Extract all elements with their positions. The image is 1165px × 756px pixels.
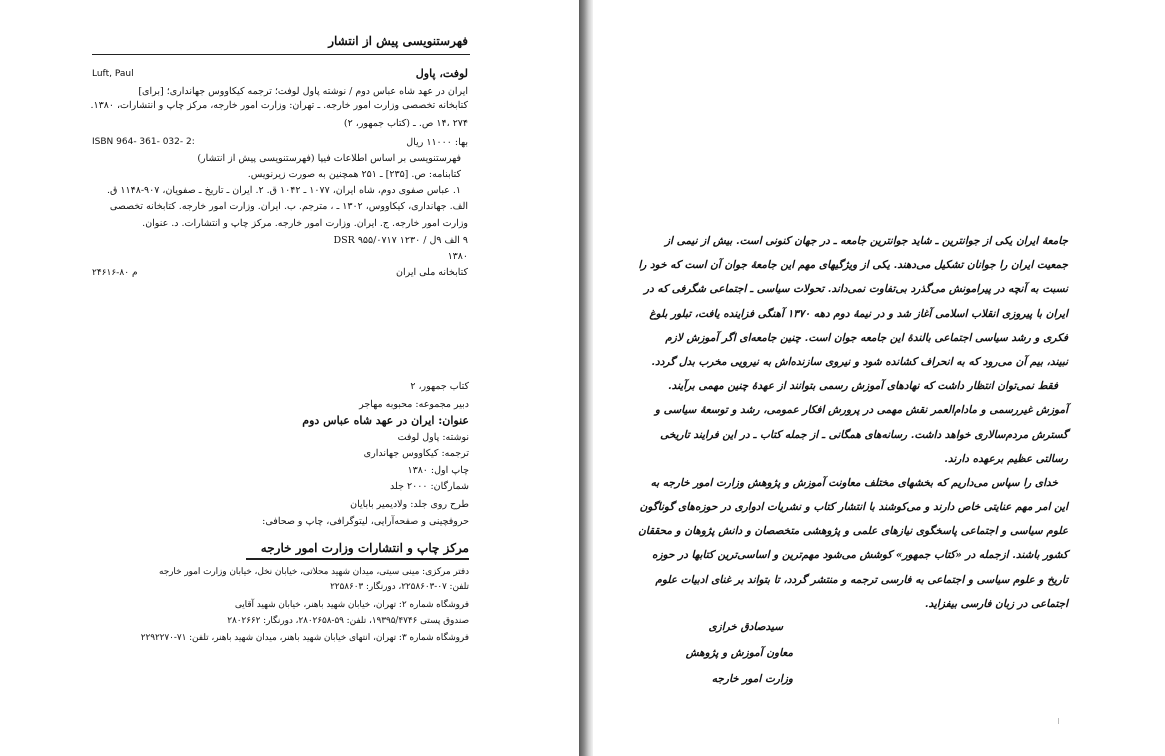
address-line: فروشگاه شماره ۲: تهران، خیابان شهید باهنر، خیابان شهید آقایی	[234, 600, 469, 610]
series-name: کتاب جمهور، ۲	[410, 381, 469, 392]
foreword-line: اجتماعی در زبان فارسی بیفزاید.	[924, 597, 1068, 610]
cip-line: کتابنامه: ص. [۲۳۵] ـ ۲۵۱ همچنین به صورت زیرنویس.	[247, 169, 461, 180]
cip-line: ۱. عباس صفوی دوم، شاه ایران، ۱۰۷۷ ـ ۱۰۴۲ ق. ۲. ایران ـ تاریخ ـ صفویان، ۹۰۷-۱۱۴۸ ق.	[106, 185, 461, 196]
address-line: فروشگاه شماره ۳: تهران، انتهای خیابان شهید باهنر، میدان شهید باهنر، تلفن: ۷۱-۲۲۹۲۲۷۰	[140, 633, 469, 643]
right-page	[593, 0, 1165, 756]
foreword-line: علوم سیاسی و اجتماعی پاسخگوی نیازهای علمی و پژوهشی متخصصان و دانش پژوهان و محققان	[638, 525, 1068, 538]
book-translator: ترجمه: کیکاووس جهانداری	[363, 448, 469, 459]
isbn: ISBN 964- 361- 032- 2:	[92, 137, 195, 147]
foreword-line: گسترش مردم‌سالاری خواهد داشت. رسانه‌های همگانی ـ از جمله کتاب ـ در این فرایند تاریخی	[660, 428, 1068, 441]
publisher-name: مرکز چاپ و انتشارات وزارت امور خارجه	[260, 541, 469, 555]
signatory-name: سیدصادق خرازی	[708, 621, 783, 633]
book-gutter	[579, 0, 593, 756]
cip-author: لوفت، پاول	[415, 67, 468, 80]
foreword-line: این امر مهم عنایتی خاص دارند و می‌کوشند با انتشار کتاب و نشریات ادواری در حوزه‌های گوناگون	[639, 501, 1068, 514]
foreword-text	[638, 229, 1068, 616]
cip-title-rule	[92, 54, 470, 55]
foreword-line: خدای را سپاس می‌داریم که بخشهای مختلف معاونت آموزش و پژوهش وزارت امور خارجه به	[650, 476, 1058, 489]
cip-line: ۲۷۴ ،۱۴ ص. ـ (کتاب جمهور، ۲)	[343, 118, 468, 129]
series-editor: دبیر مجموعه: محبوبه مهاجر	[359, 399, 469, 410]
cip-line: الف. جهانداری، کیکاووس، ۱۳۰۲ ـ ، مترجم. ب. ایران. وزارت امور خارجه. کتابخانه تخصصی	[109, 201, 468, 212]
address-line: صندوق پستی ۱۹۳۹۵/۴۷۴۶، تلفن: ۵۹-۲۸۰۲۶۵۸، دورنگار: ۲۸۰۲۶۶۲	[227, 616, 469, 626]
book-title: عنوان: ایران در عهد شاه عباس دوم	[302, 414, 469, 427]
foreword-line: نسبت به آنچه در پیرامونش می‌گذرد بی‌تفاوت نمی‌داند. تحولات سیاسی ـ اجتماعی شگرفی که در	[644, 283, 1068, 296]
cover-design: طرح روی جلد: ولادیمیر بابایان	[350, 499, 469, 510]
foreword-line: نبیند، بیم آن می‌رود که به انحراف کشانده شود و نیروی سازنده‌اش به نیرویی مخرب بدل گردد.	[651, 355, 1068, 368]
foreword-line: آموزش غیررسمی و مادام‌العمر نقش مهمی در پرورش افکار عمومی، رشد و توسعهٔ سیاسی و	[654, 404, 1068, 417]
typesetting-credit: حروفچینی و صفحه‌آرایی، لیتوگرافی، چاپ و صحافی:	[262, 516, 469, 527]
foreword-line: رسالتی عظیم برعهده دارند.	[944, 452, 1068, 465]
address-line: دفتر مرکزی: مینی سیتی، میدان شهید محلاتی، خیابان نخل، خیابان وزارت امور خارجه	[159, 567, 469, 577]
signatory-organization: وزارت امور خارجه	[711, 673, 793, 685]
foreword-line: جمعیت ایران را جوانان تشکیل می‌دهند. یکی از ویژگیهای مهم این جامعهٔ جوان آن است که خود را	[638, 259, 1068, 272]
author-latin: Luft, Paul	[92, 69, 134, 79]
foreword-line: فکری و رشد سیاسی اجتماعی بالندهٔ این جامعه جوان است. چنین جامعه‌ای اگر آموزش لازم	[665, 331, 1068, 344]
classification: ۹ الف ۹ل / ۱۲۳۰ DSR ۹۵۵/۰۷۱۷	[333, 235, 468, 246]
foreword-line: تاریخ و علوم سیاسی و اجتماعی به فارسی ترجمه و منتشر گردد، تا بتواند بر غنای ادبیات علوم	[655, 573, 1068, 586]
cip-line: وزارت امور خارجه. ج. ایران. وزارت امور خارجه. مرکز چاپ و انتشارات. د. عنوان.	[142, 218, 468, 229]
cip-line: ۱۳۸۰	[447, 251, 468, 262]
foreword-line: کشور باشند. ازجمله در «کتاب جمهور» کوشش می‌شود مهم‌ترین و اساسی‌ترین کتابها در حوزه	[651, 549, 1068, 562]
cip-line: فهرستنویسی بر اساس اطلاعات فیپا (فهرستنویسی پیش از انتشار)	[197, 153, 461, 164]
foreword-line: فقط نمی‌توان انتظار داشت که نهادهای آموزش رسمی بتوانند از عهدهٔ چنین مهمی برآیند.	[667, 380, 1058, 393]
foreword-line: ایران با پیروزی انقلاب اسلامی آغاز شد و در نیمهٔ دوم دهه ۱۳۷۰ آهنگی فزاینده یافت، تبلور بلوغ	[649, 307, 1068, 320]
book-author: نوشته: پاول لوفت	[397, 432, 469, 443]
publisher-rule	[246, 558, 469, 560]
cip-line: بها: ۱۱۰۰۰ ریال	[406, 137, 468, 148]
signature-block	[683, 614, 793, 692]
cip-line: ایران در عهد شاه عباس دوم / نوشته پاول لوفت؛ ترجمه کیکاووس جهانداری؛ [برای]	[138, 86, 468, 97]
signatory-title: معاون آموزش و پژوهش	[685, 647, 793, 659]
left-page	[0, 0, 579, 756]
cip-line: کتابخانه تخصصی وزارت امور خارجه. ـ تهران: وزارت امور خارجه، مرکز چاپ و انتشارات، ۱۳۸۰.	[90, 100, 468, 111]
national-library-number: م ۸۰-۲۴۶۱۶	[92, 268, 138, 278]
national-library: کتابخانه ملی ایران	[395, 267, 468, 278]
first-edition: چاپ اول: ۱۳۸۰	[407, 465, 469, 476]
foreword-line: جامعهٔ ایران یکی از جوانترین ـ شاید جوانترین جامعه ـ در جهان کنونی است. بیش از نیمی از	[664, 235, 1068, 247]
print-run: شمارگان: ۲۰۰۰ جلد	[389, 481, 469, 492]
address-line: تلفن: ۰۷-۲۲۵۸۶۰۳، دورنگار: ۲۲۵۸۶۰۳	[330, 582, 469, 592]
page-mark	[1058, 718, 1059, 724]
cip-title: فهرستنویسی پیش از انتشار	[328, 34, 468, 48]
